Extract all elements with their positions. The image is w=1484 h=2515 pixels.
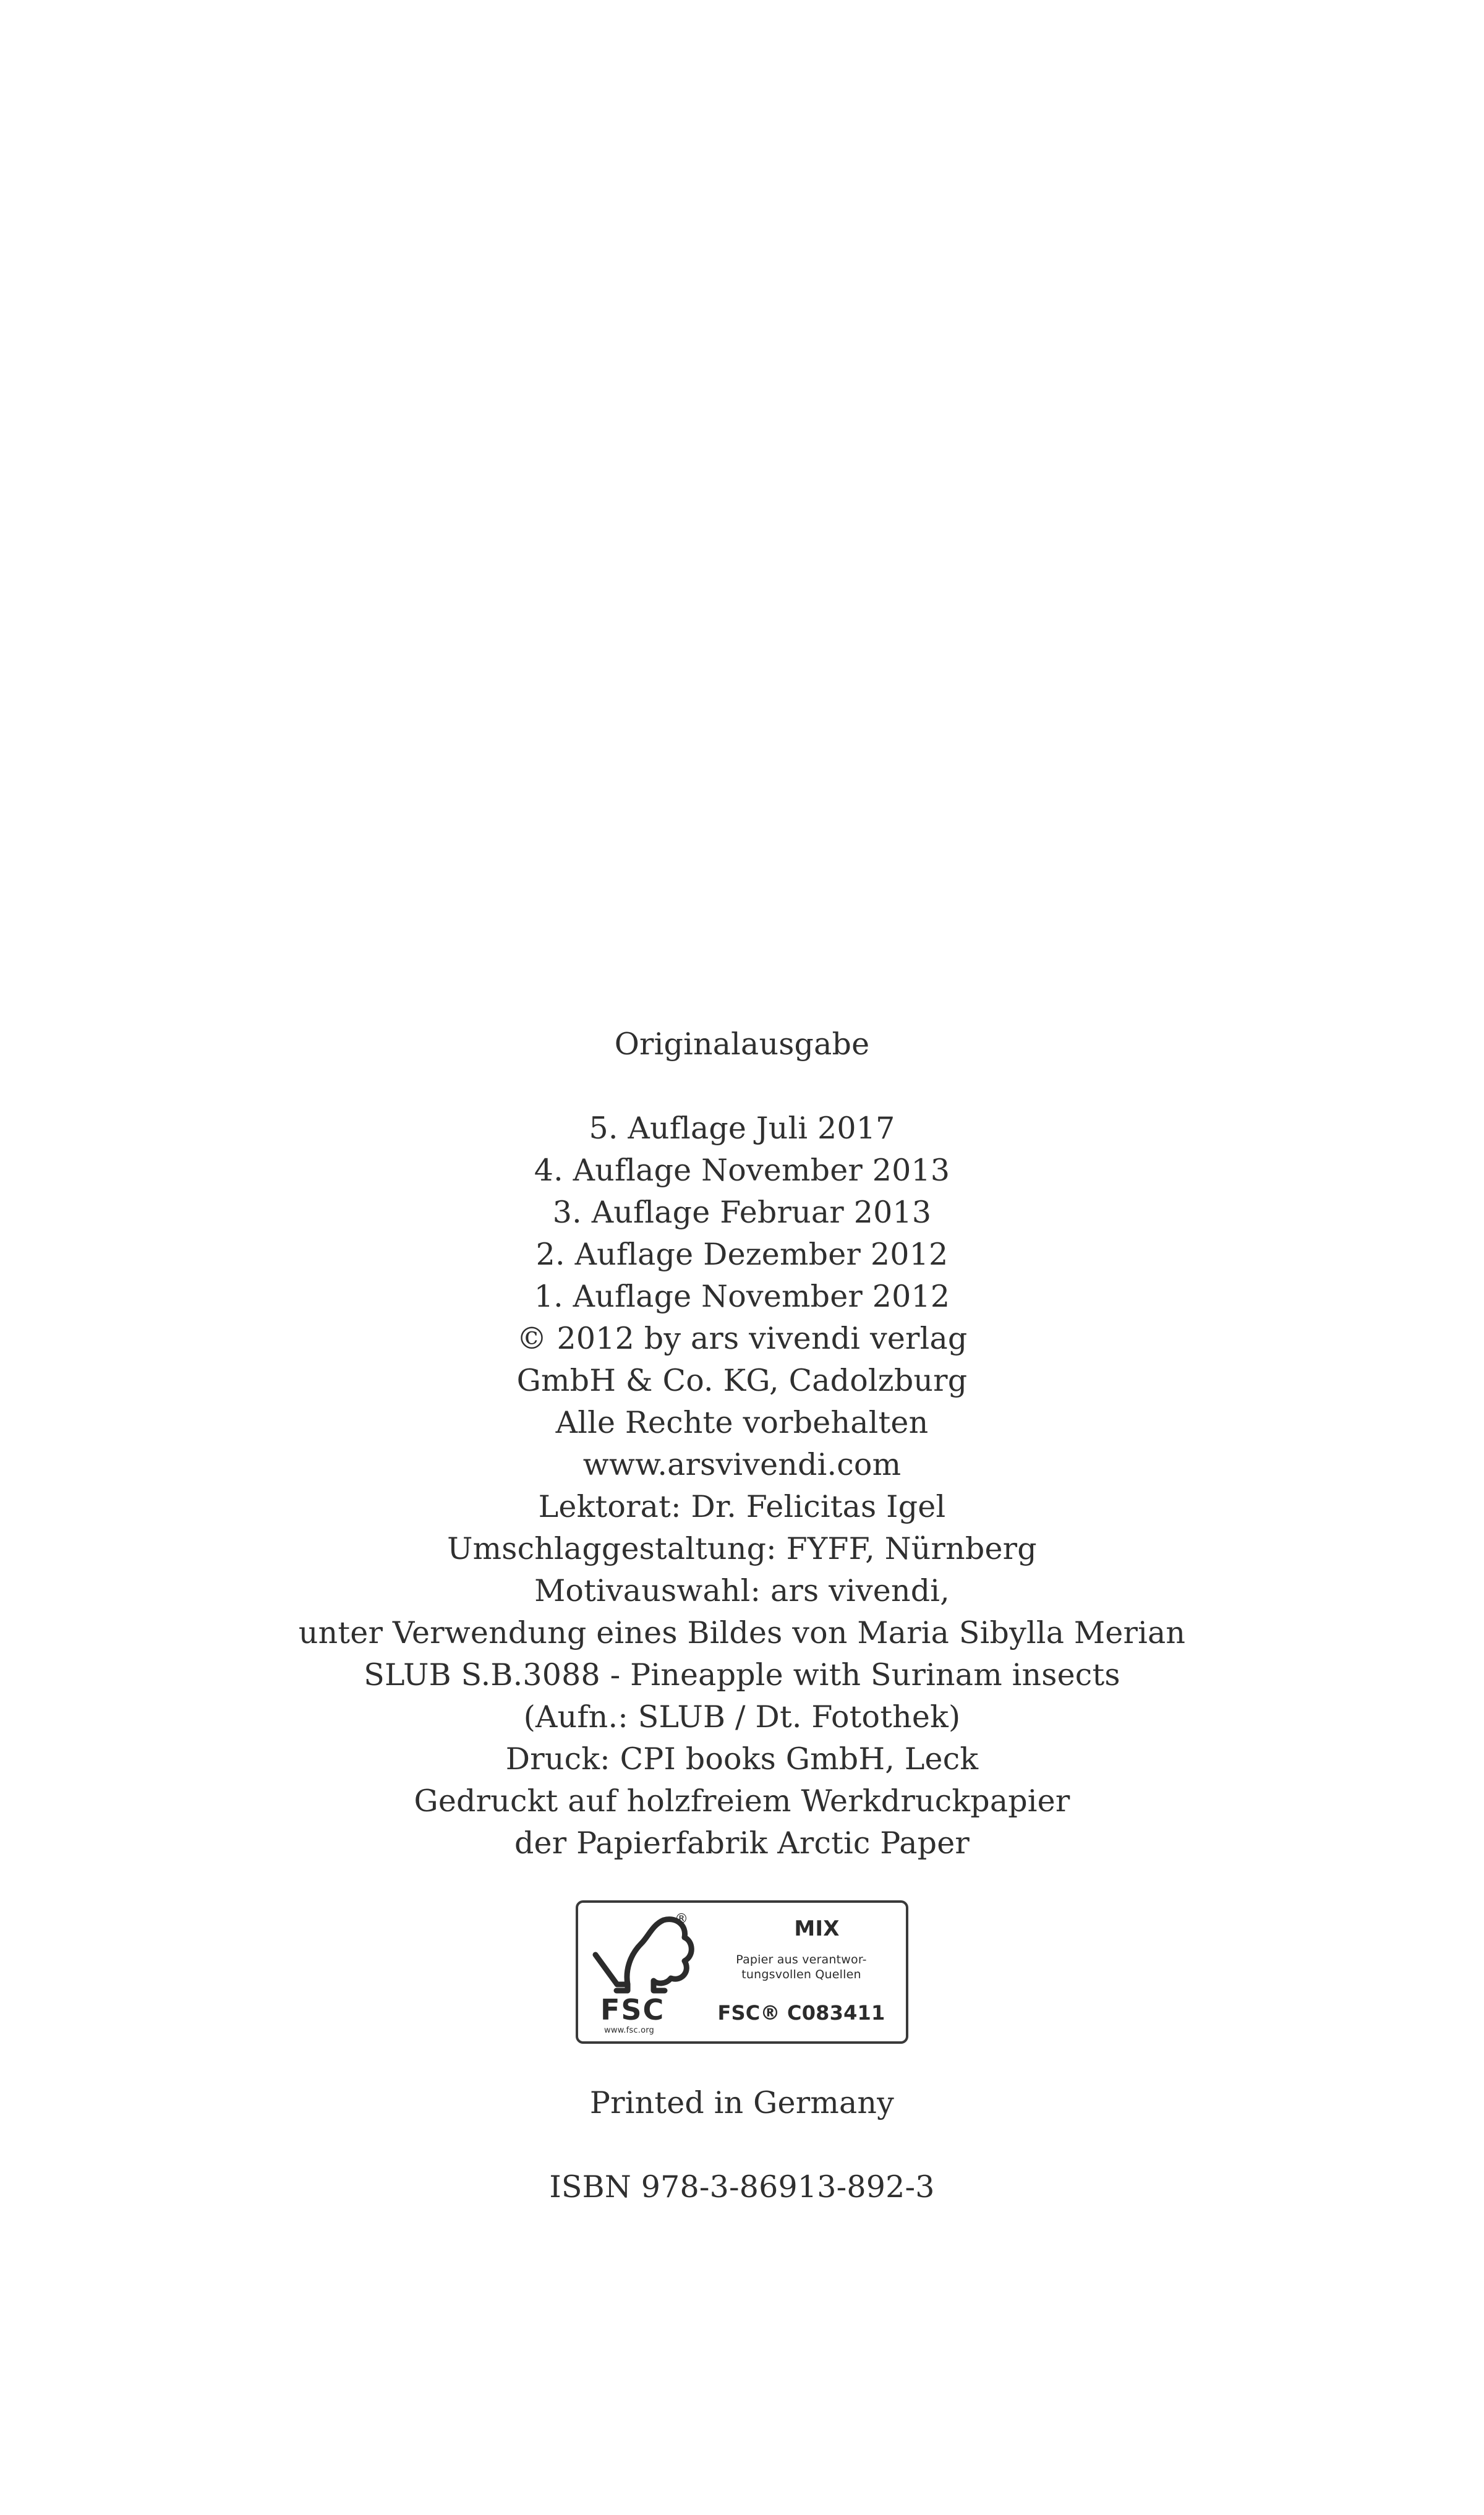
publisher-line: GmbH & Co. KG, Cadolzburg bbox=[516, 1363, 968, 1398]
imprint-page bbox=[0, 1023, 1484, 2208]
image-reference-line: SLUB S.B.3088 - Pineapple with Surinam insects bbox=[364, 1657, 1120, 1693]
edition-list bbox=[0, 1108, 1484, 1318]
edition-line: 1. Auflage November 2012 bbox=[534, 1279, 950, 1314]
fsc-logo bbox=[576, 1900, 908, 2044]
fsc-logo-text: FSC bbox=[600, 1993, 665, 2026]
website-line: www.arsvivendi.com bbox=[582, 1447, 902, 1482]
photo-credit-line: (Aufn.: SLUB / Dt. Fotothek) bbox=[523, 1699, 961, 1735]
cover-design-line: Umschlaggestaltung: FYFF, Nürnberg bbox=[447, 1531, 1037, 1566]
paper-mill-line: der Papierfabrik Arctic Paper bbox=[514, 1825, 970, 1861]
edition-line: 4. Auflage November 2013 bbox=[534, 1153, 950, 1188]
fsc-description-line: Papier aus verantwor- bbox=[736, 1953, 867, 1966]
printed-in bbox=[0, 2082, 1484, 2124]
fsc-description-line: tungsvollen Quellen bbox=[741, 1968, 861, 1981]
rights-line: Alle Rechte vorbehalten bbox=[555, 1405, 929, 1440]
mix-label: MIX bbox=[794, 1916, 840, 1941]
edition-line: 3. Auflage Februar 2013 bbox=[552, 1195, 932, 1230]
printer-line: Druck: CPI books GmbH, Leck bbox=[505, 1741, 979, 1777]
publication-details bbox=[0, 1318, 1484, 1864]
editor-line: Lektorat: Dr. Felicitas Igel bbox=[538, 1489, 946, 1524]
spacer bbox=[0, 1864, 1484, 1900]
spacer bbox=[0, 2124, 1484, 2166]
paper-line: Gedruckt auf holzfreiem Werkdruckpapier bbox=[414, 1783, 1070, 1819]
edition-header bbox=[0, 1023, 1484, 1065]
printed-in-germany: Printed in Germany bbox=[589, 2085, 895, 2120]
copyright-line: © 2012 by ars vivendi verlag bbox=[516, 1321, 968, 1356]
fsc-url: www.fsc.org bbox=[604, 2026, 654, 2035]
spacer bbox=[0, 2044, 1484, 2082]
edition-line: 2. Auflage Dezember 2012 bbox=[535, 1237, 949, 1272]
isbn-block bbox=[0, 2166, 1484, 2208]
original-edition-label: Originalausgabe bbox=[614, 1027, 870, 1062]
motif-source-line: unter Verwendung eines Bildes von Maria Sibylla Merian bbox=[298, 1615, 1186, 1650]
motif-line: Motivauswahl: ars vivendi, bbox=[534, 1573, 950, 1608]
isbn: ISBN 978-3-86913-892-3 bbox=[549, 2169, 935, 2205]
spacer bbox=[0, 1065, 1484, 1108]
fsc-description bbox=[706, 1952, 897, 1982]
fsc-license-code: FSC® C083411 bbox=[717, 2001, 885, 2025]
registered-mark: ® bbox=[675, 1911, 689, 1927]
edition-line: 5. Auflage Juli 2017 bbox=[589, 1111, 895, 1146]
